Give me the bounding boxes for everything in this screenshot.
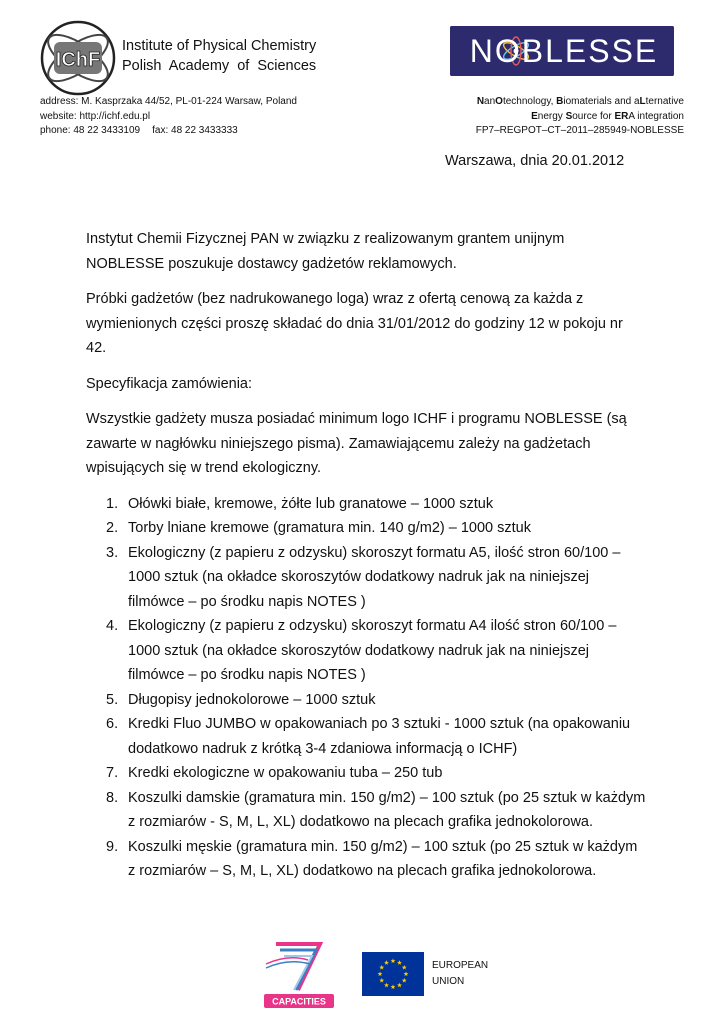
list-item: 2. Torby lniane kremowe (gramatura min. 140 g/m2) – 1000 sztuk <box>106 520 531 536</box>
project-info <box>476 95 684 139</box>
fp7-logo-text: CAPACITIES <box>272 996 326 1007</box>
paragraph-intro: Instytut Chemii Fizycznej PAN w związku z realizowanym grantem unijnym NOBLESSE poszukuje dostawcy gadżetów reklamowych. <box>86 231 565 272</box>
order-list <box>86 492 646 884</box>
list-item: 1. Ołówki białe, kremowe, żółte lub granatowe – 1000 sztuk <box>106 495 494 512</box>
list-item: 6. Kredki Fluo JUMBO w opakowaniach po 3 sztuki - 1000 sztuk (na opakowaniu dodatkowo nadruk z krótką 3-4 zdaniowa informacją o ICHF) <box>106 716 631 757</box>
institute-name-line1: Institute of Physical Chemistry <box>122 38 317 54</box>
paragraph-requirements: Wszystkie gadżety musza posiadać minimum logo ICHF i programu NOBLESSE (są zawarte w nagłówku niniejszego pisma). Zamawiającemu zależy na gadżetach wpisujących się w trend ekologiczny. <box>86 411 627 476</box>
website: website: http://ichf.edu.pl <box>40 110 151 122</box>
paragraph-samples: Próbki gadżetów (bez nadrukowanego loga) wraz z ofertą cenową za każda z wymienionych części proszę składać do dnia 31/01/2012 do godziny 12 w pokoju nr 42. <box>86 291 623 356</box>
project-line3: FP7–REGPOT–CT–2011–285949-NOBLESSE <box>475 125 684 136</box>
list-item: 4. Ekologiczny (z papieru z odzysku) skoroszyt formatu A4 ilość stron 60/100 – 1000 sztuk (na okładce skoroszytów dodatkowy nadruk jak na niniejszej filmówce – po środku napis NOTES ) <box>106 618 617 683</box>
contact-info <box>40 95 297 139</box>
project-line1: NanOtechnology, Biomaterials and aLternative <box>476 96 684 107</box>
fax: fax: 48 22 3433333 <box>152 125 238 136</box>
letter-body <box>86 227 646 884</box>
institute-name <box>122 36 316 76</box>
noblesse-logo-text: NOBLESSE <box>469 33 659 69</box>
ichf-logo-text: IChF <box>55 49 101 71</box>
project-line2: Energy Source for ERA integration <box>531 110 684 122</box>
list-item: 3. Ekologiczny (z papieru z odzysku) skoroszyt formatu A5, ilość stron 60/100 – 1000 sztuk (na okładce skoroszytów dodatkowy nadruk jak na niniejszej filmówce – po środku napis NOTES ) <box>106 544 621 610</box>
list-item: 7. Kredki ekologiczne w opakowaniu tuba – 250 tub <box>106 765 443 781</box>
document-date: Warszawa, dnia 20.01.2012 <box>445 153 625 169</box>
institute-name-line2: Polish Academy of Sciences <box>122 58 317 74</box>
list-item: 9. Koszulki męskie (gramatura min. 150 g/m2) – 100 sztuk (po 25 sztuk w każdym z rozmiarów – S, M, L, XL) dodatkowo na plecach grafika jednokolorowa. <box>106 838 638 879</box>
eu-label-line1: EUROPEAN <box>432 960 489 971</box>
fp7-capacities-logo <box>258 938 340 1012</box>
address: address: M. Kasprzaka 44/52, PL-01-224 Warsaw, Poland <box>40 96 297 107</box>
eu-flag <box>362 952 424 996</box>
phone-fax <box>40 124 297 139</box>
list-item: 8. Koszulki damskie (gramatura min. 150 g/m2) – 100 sztuk (po 25 sztuk w każdym z rozmiarów - S, M, L, XL) dodatkowo na plecach grafika jednokolorowa. <box>106 789 646 830</box>
noblesse-logo <box>450 26 674 76</box>
eu-label-line2: UNION <box>432 976 465 987</box>
paragraph-spec-heading: Specyfikacja zamówienia: <box>86 375 253 392</box>
phone: phone: 48 22 3433109 <box>40 125 141 136</box>
ichf-logo <box>40 20 116 96</box>
list-item: 5. Długopisy jednokolorowe – 1000 sztuk <box>106 691 376 708</box>
eu-label <box>432 958 488 990</box>
